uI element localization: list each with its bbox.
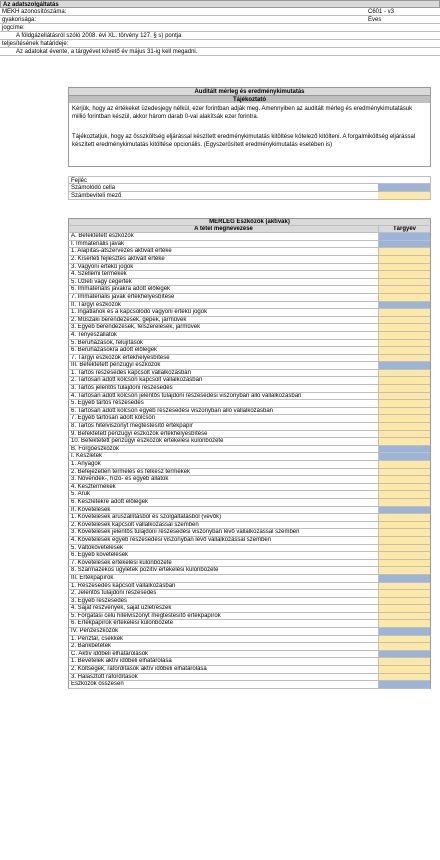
table-row bbox=[68, 423, 431, 431]
row-label: 4. Szellemi termékek bbox=[71, 271, 127, 278]
row-label: 3. Egyéb berendezések, felszerelések, járművek bbox=[71, 324, 201, 331]
row-label: III. Befektetett pénzügyi eszközök bbox=[71, 362, 161, 369]
input-cell[interactable] bbox=[378, 620, 430, 627]
table-row bbox=[68, 286, 431, 294]
legend-row bbox=[68, 192, 431, 200]
header-row bbox=[0, 8, 440, 16]
table-row bbox=[68, 636, 431, 644]
row-label: 6. Beruházásokra adott előlegek bbox=[71, 347, 158, 354]
table-row bbox=[68, 431, 431, 439]
row-label: II. Követelések bbox=[71, 506, 111, 513]
input-cell[interactable] bbox=[378, 522, 430, 529]
table-row bbox=[68, 347, 431, 355]
header-row-label: jogcíme: bbox=[2, 25, 25, 31]
table-body bbox=[68, 233, 431, 689]
input-cell[interactable] bbox=[378, 484, 430, 491]
computed-cell bbox=[378, 446, 430, 453]
table-row bbox=[68, 537, 431, 545]
table-row bbox=[68, 545, 431, 553]
table-row bbox=[68, 666, 431, 674]
computed-cell bbox=[378, 651, 430, 658]
input-cell[interactable] bbox=[378, 415, 430, 422]
input-cell[interactable] bbox=[378, 370, 430, 377]
table-row bbox=[68, 446, 431, 454]
table-row bbox=[68, 484, 431, 492]
legend-label: Számbeviteli mező bbox=[71, 193, 122, 199]
row-label: 2. Kísérleti fejlesztés aktivált értéke bbox=[71, 255, 165, 262]
input-cell[interactable] bbox=[378, 264, 430, 271]
input-cell[interactable] bbox=[378, 355, 430, 362]
row-label: 7. Követelések értékelési különbözete bbox=[71, 559, 172, 566]
row-label: C. Aktív időbeli elhatárolások bbox=[71, 650, 149, 657]
col-header-label: A tétel megnevezése bbox=[194, 225, 253, 232]
row-label: 4. Tartósan adott kölcsön jelentős tulajdoni részesedési viszonyban álló vállalkozásban bbox=[71, 392, 302, 399]
input-cell[interactable] bbox=[378, 294, 430, 301]
input-cell[interactable] bbox=[378, 393, 430, 400]
table-row bbox=[68, 302, 431, 310]
input-cell[interactable] bbox=[378, 256, 430, 263]
input-cell[interactable] bbox=[378, 545, 430, 552]
col-header-value: Tárgyév bbox=[378, 226, 430, 233]
table-row bbox=[68, 294, 431, 302]
table-row bbox=[68, 598, 431, 606]
input-cell[interactable] bbox=[378, 461, 430, 468]
row-label: 6. Készletekre adott előlegek bbox=[71, 498, 149, 505]
input-cell[interactable] bbox=[378, 385, 430, 392]
legend-label: Számolódó cella bbox=[71, 185, 116, 191]
table-row bbox=[68, 560, 431, 568]
input-cell[interactable] bbox=[378, 309, 430, 316]
row-label: 2. Bankbetétek bbox=[71, 643, 112, 650]
row-label: 3. Egyéb részesedés bbox=[71, 597, 128, 604]
table-row bbox=[68, 248, 431, 256]
table-row bbox=[68, 643, 431, 651]
table-row bbox=[68, 241, 431, 249]
header-row-label: gyakorisága: bbox=[2, 17, 37, 23]
row-label: 6. Értékpapírok értékelési különbözete bbox=[71, 620, 174, 627]
table-row bbox=[68, 469, 431, 477]
table-row bbox=[68, 355, 431, 363]
header-row bbox=[0, 40, 440, 48]
computed-cell bbox=[378, 241, 430, 248]
row-label: B. Forgóeszközök bbox=[71, 445, 120, 452]
input-cell[interactable] bbox=[378, 658, 430, 665]
input-cell[interactable] bbox=[378, 636, 430, 643]
table-row bbox=[68, 499, 431, 507]
input-cell[interactable] bbox=[378, 317, 430, 324]
row-label: 5. Forgatási célú hitelviszonyt megtestesítő értékpapírok bbox=[71, 612, 221, 619]
row-label: 2. Műszaki berendezések, gépek, járművek bbox=[71, 316, 187, 323]
table-row bbox=[68, 370, 431, 378]
table-row bbox=[68, 309, 431, 317]
row-label: 1. Pénztár, csekkek bbox=[71, 635, 124, 642]
row-label: 5. Üzleti vagy cégérték bbox=[71, 278, 132, 285]
table-row bbox=[68, 340, 431, 348]
form-title: Az adatszolgáltatás bbox=[0, 0, 440, 8]
row-label: 5. Beruházások, felújítások bbox=[71, 339, 144, 346]
row-label: 4. Tenyészállatok bbox=[71, 331, 117, 338]
computed-cell bbox=[378, 507, 430, 514]
input-cell[interactable] bbox=[378, 514, 430, 521]
input-cell[interactable] bbox=[378, 529, 430, 536]
table-row bbox=[68, 674, 431, 682]
row-label: 4. Késztermékek bbox=[71, 483, 116, 490]
row-label: 3. Növendék-, hízó- és egyéb állatok bbox=[71, 476, 169, 483]
input-cell[interactable] bbox=[378, 279, 430, 286]
legend-swatch bbox=[378, 192, 430, 199]
header-row-label: Az adatokat évente, a tárgyévet követő év május 31-ig kell megadni. bbox=[16, 49, 198, 55]
row-label: 5. Áruk bbox=[71, 491, 91, 498]
table-row bbox=[68, 491, 431, 499]
legend-label: Fejléc bbox=[71, 178, 88, 184]
table-row bbox=[68, 552, 431, 560]
row-label: 7. Egyéb tartósan adott kölcsön bbox=[71, 415, 156, 422]
legend-row bbox=[68, 176, 431, 184]
input-cell[interactable] bbox=[378, 400, 430, 407]
header-row-value: Éves bbox=[368, 17, 382, 23]
table-row bbox=[68, 651, 431, 659]
table-row bbox=[68, 264, 431, 272]
input-cell[interactable] bbox=[378, 567, 430, 574]
input-cell[interactable] bbox=[378, 666, 430, 673]
input-cell[interactable] bbox=[378, 598, 430, 605]
legend-swatch bbox=[378, 177, 430, 184]
info-subtitle: Tájékoztató bbox=[68, 95, 431, 103]
legend-row bbox=[68, 184, 431, 192]
row-label: 2. Költségek, ráfordítások aktív időbeli elhatárolása bbox=[71, 666, 207, 673]
row-label: Eszközök összesen bbox=[71, 681, 124, 688]
row-label: 1. Alapítás-átszervezés aktivált értéke bbox=[71, 248, 172, 255]
input-cell[interactable] bbox=[378, 324, 430, 331]
row-label: 8. Tartós hitelviszonyt megtestesítő értékpapír bbox=[71, 423, 193, 430]
input-cell[interactable] bbox=[378, 674, 430, 681]
table-row bbox=[68, 332, 431, 340]
table-header-row bbox=[68, 226, 431, 234]
computed-cell bbox=[378, 302, 430, 309]
table-row bbox=[68, 507, 431, 515]
table-row bbox=[68, 324, 431, 332]
table-row bbox=[68, 438, 431, 446]
input-cell[interactable] bbox=[378, 605, 430, 612]
row-label: 10. Befektetett pénzügyi eszközök értékelési különbözete bbox=[71, 438, 224, 445]
table-row bbox=[68, 233, 431, 241]
table-row bbox=[68, 400, 431, 408]
table-row bbox=[68, 575, 431, 583]
info-title: Auditált mérleg és eredménykimutatás bbox=[68, 87, 431, 95]
row-label: 2. Befejezetlen termelés és félkész termékek bbox=[71, 468, 191, 475]
table-row bbox=[68, 453, 431, 461]
row-label: IV. Pénzeszközök bbox=[71, 628, 119, 635]
table-row bbox=[68, 529, 431, 537]
header-row-label: A földgázellátásról szóló 2008. évi XL. törvény 127. § s) pontja bbox=[16, 33, 182, 39]
computed-cell bbox=[378, 628, 430, 635]
row-label: I. Immateriális javak bbox=[71, 240, 125, 247]
input-cell[interactable] bbox=[378, 552, 430, 559]
header-row bbox=[0, 48, 440, 56]
row-label: 2. Követelések kapcsolt vállalkozással szemben bbox=[71, 521, 199, 528]
header-row-label: teljesítésének határideje: bbox=[2, 41, 69, 47]
input-cell[interactable] bbox=[378, 583, 430, 590]
row-label: 1. Követelések áruszállításból és szolgáltatásból (vevők) bbox=[71, 514, 222, 521]
row-label: 1. Tartós részesedés kapcsolt vállalkozásban bbox=[71, 369, 191, 376]
table-row bbox=[68, 590, 431, 598]
table-row bbox=[68, 605, 431, 613]
row-label: 1. Részesedés kapcsolt vállalkozásban bbox=[71, 582, 176, 589]
row-label: II. Tárgyi eszközök bbox=[71, 301, 121, 308]
legend-swatch bbox=[378, 184, 430, 191]
header-row-label: MEKH azonosítószáma: bbox=[2, 9, 67, 15]
input-cell[interactable] bbox=[378, 408, 430, 415]
table-row bbox=[68, 279, 431, 287]
table-row bbox=[68, 362, 431, 370]
table-row bbox=[68, 377, 431, 385]
header-row bbox=[0, 24, 440, 32]
row-label: 6. Tartósan adott kölcsön egyéb részesedési viszonyban álló vállalkozásban bbox=[71, 407, 274, 414]
row-label: A. Befektetett eszközök bbox=[71, 233, 134, 240]
row-label: 3. Vagyoni értékű jogok bbox=[71, 263, 134, 270]
input-cell[interactable] bbox=[378, 431, 430, 438]
table-row bbox=[68, 476, 431, 484]
input-cell[interactable] bbox=[378, 476, 430, 483]
row-label: 2. Tartósan adott kölcsön kapcsolt vállalkozásban bbox=[71, 377, 203, 384]
row-label: 6. Immateriális javakra adott előlegek bbox=[71, 286, 171, 293]
row-label: 5. Váltókövetelések bbox=[71, 544, 124, 551]
input-cell[interactable] bbox=[378, 613, 430, 620]
input-cell[interactable] bbox=[378, 590, 430, 597]
input-cell[interactable] bbox=[378, 248, 430, 255]
table-row bbox=[68, 415, 431, 423]
input-cell[interactable] bbox=[378, 332, 430, 339]
table-row bbox=[68, 271, 431, 279]
input-cell[interactable] bbox=[378, 438, 430, 445]
table-row bbox=[68, 567, 431, 575]
computed-cell bbox=[378, 362, 430, 369]
input-cell[interactable] bbox=[378, 643, 430, 650]
row-label: 9. Befektetett pénzügyi eszközök értékhelyesbítése bbox=[71, 430, 208, 437]
header-row-value: C601 - v3 bbox=[368, 9, 395, 15]
row-label: 6. Egyéb követelések bbox=[71, 552, 129, 559]
input-cell[interactable] bbox=[378, 537, 430, 544]
table-row bbox=[68, 658, 431, 666]
table-row bbox=[68, 256, 431, 264]
row-label: I. Készletek bbox=[71, 453, 103, 460]
row-label: 3. Halasztott ráfordítások bbox=[71, 673, 138, 680]
input-cell[interactable] bbox=[378, 347, 430, 354]
table-row bbox=[68, 514, 431, 522]
row-label: III. Értékpapírok bbox=[71, 574, 114, 581]
computed-cell bbox=[378, 233, 430, 240]
row-label: 2. Jelentős tulajdoni részesedés bbox=[71, 590, 157, 597]
row-label: 5. Egyéb tartós részesedés bbox=[71, 400, 144, 407]
computed-cell bbox=[378, 681, 430, 688]
table-row bbox=[68, 461, 431, 469]
table-row bbox=[68, 408, 431, 416]
row-label: 7. Immateriális javak értékhelyesbítése bbox=[71, 293, 175, 300]
info-paragraph-1: Kérjük, hogy az értékeket üzedesjegy nélkül, ezer forintban adják meg. Amennyiben az auditált mérleg és eredménykimutatásuk millió forintban készül, akkor három darab 0-val alakítsák ezer forintra. bbox=[68, 103, 431, 131]
table-row bbox=[68, 583, 431, 591]
computed-cell bbox=[378, 575, 430, 582]
input-cell[interactable] bbox=[378, 423, 430, 430]
row-label: 1. Ingatlanok és a kapcsolódó vagyoni értékű jogok bbox=[71, 309, 208, 316]
table-row bbox=[68, 620, 431, 628]
balance-sheet-table bbox=[68, 218, 431, 689]
row-label: 1. Anyagok bbox=[71, 461, 101, 467]
table-row bbox=[68, 393, 431, 401]
info-paragraph-2: Tájékoztatjuk, hogy az összköltség eljárással készített eredménykimutatás kitöltése kötelező kitölteni. A forgalmiköltség eljárással készített eredménykimutatás kitöltése opcionális. (Egyszerűsített eredménykimutatás esetében is) bbox=[68, 131, 431, 167]
row-label: 1. Bevételek aktív időbeli elhatárolása bbox=[71, 658, 172, 665]
table-row bbox=[68, 681, 431, 689]
input-cell[interactable] bbox=[378, 560, 430, 567]
header-row bbox=[0, 16, 440, 24]
row-label: 3. Követelések jelentős tulajdoni részesedési viszonyban lévő vállalkozással szemben bbox=[71, 529, 300, 536]
row-label: 4. Saját részvények, saját üzletrészek bbox=[71, 605, 172, 612]
table-row bbox=[68, 385, 431, 393]
input-cell[interactable] bbox=[378, 377, 430, 384]
row-label: 4. Követelések egyéb részesedési viszonyban lévő vállalkozással szemben bbox=[71, 536, 272, 543]
input-cell[interactable] bbox=[378, 286, 430, 293]
header-row bbox=[0, 32, 440, 40]
table-row bbox=[68, 522, 431, 530]
input-cell[interactable] bbox=[378, 469, 430, 476]
input-cell[interactable] bbox=[378, 340, 430, 347]
row-label: 3. Tartós jelentős tulajdoni részesedés bbox=[71, 385, 173, 392]
table-title bbox=[68, 218, 431, 226]
input-cell[interactable] bbox=[378, 271, 430, 278]
table-row bbox=[68, 628, 431, 636]
row-label: 8. Származékos ügyletek pozitív értékelési különbözete bbox=[71, 567, 219, 574]
table-row bbox=[68, 317, 431, 325]
row-label: 7. Tárgyi eszközök értékhelyesbítése bbox=[71, 354, 170, 361]
input-cell[interactable] bbox=[378, 491, 430, 498]
input-cell[interactable] bbox=[378, 499, 430, 506]
table-title-text: MÉRLEG Eszközök (aktívák) bbox=[209, 219, 290, 225]
computed-cell bbox=[378, 453, 430, 460]
table-row bbox=[68, 613, 431, 621]
